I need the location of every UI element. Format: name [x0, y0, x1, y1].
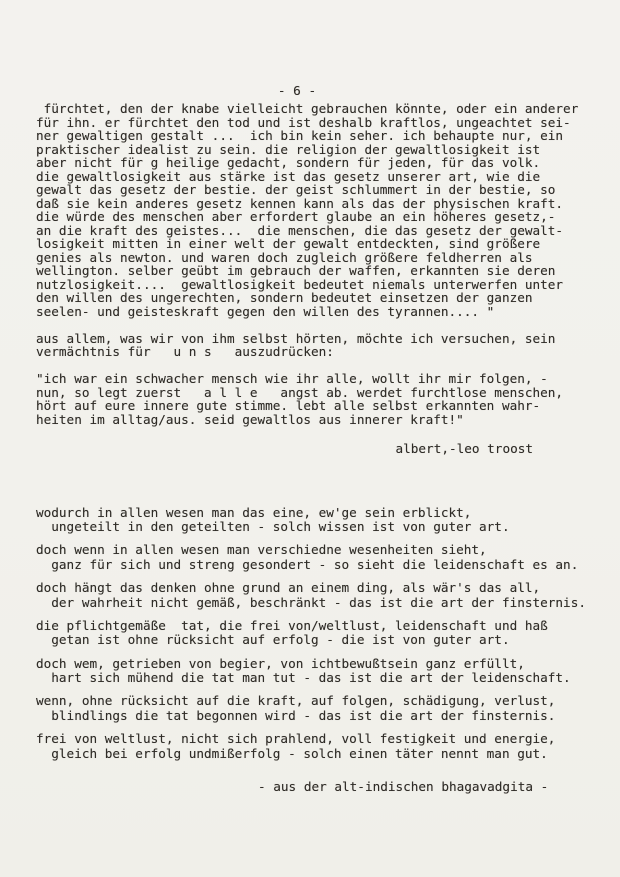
poem-line: die pflichtgemäße tat, die frei von/weltlust, leidenschaft und haß — [36, 617, 548, 633]
poem-line: ungeteilt in den geteilten - solch wissen ist von guter art. — [36, 519, 510, 535]
poem-line: frei von weltlust, nicht sich prahlend, voll festigkeit und energie, — [36, 731, 556, 747]
testament-quote-paragraph — [36, 372, 596, 426]
poem-line: blindlings die tat begonnen wird - das ist die art der finsternis. — [36, 708, 556, 723]
page-number: - 6 - — [277, 83, 317, 98]
page-content — [36, 102, 596, 794]
text-line: praktischer idealist zu sein. die religion der gewaltlosigkeit ist — [36, 141, 541, 157]
text-line: die würde des menschen aber erfordert glaube an ein höheres gesetz,- — [36, 209, 556, 224]
poem-line: der wahrheit nicht gemäß, beschränkt - das ist die art der finsternis. — [36, 594, 586, 610]
text-line: daß sie kein anderes gesetz kennen kann als das der physischen kraft. — [36, 195, 564, 211]
text-line: seelen- und geisteskraft gegen den willen des tyrannen.... " — [36, 303, 495, 319]
poem-section — [36, 506, 596, 795]
poem-stanza — [36, 543, 596, 572]
text-line: fürchtet, den der knabe vielleicht gebrauchen könnte, oder ein anderer — [36, 101, 579, 116]
text-line: den willen des ungerechten, sondern bedeutet einsetzen der ganzen — [36, 290, 533, 305]
poem-line: doch wenn in allen wesen man verschiedne wesenheiten sieht, — [36, 542, 487, 558]
poem-line: ganz für sich und streng gesondert - so sieht die leidenschaft es an. — [36, 556, 579, 572]
poem-line: hart sich mühend die tat man tut - das ist die art der leidenschaft. — [36, 670, 571, 686]
poem-stanza — [36, 732, 596, 761]
quote-paragraph — [36, 102, 596, 318]
intro-paragraph — [36, 332, 596, 359]
text-line: die gewaltlosigkeit aus stärke ist das gesetz unserer art, wie die — [36, 168, 541, 184]
poem-stanza — [36, 694, 596, 723]
poem-line: doch hängt das denken ohne grund an einem ding, als wär's das all, — [36, 580, 541, 596]
poem-attribution: - aus der alt-indischen bhagavadgita - — [258, 779, 549, 795]
text-line: losigkeit mitten in einer welt der gewalt entdeckten, sind größere — [36, 236, 541, 251]
text-line: an die kraft des geistes... die menschen, die das gesetz der gewalt- — [36, 222, 564, 238]
text-line: aber nicht für g heilige gedacht, sondern für jeden, für das volk. — [36, 155, 541, 170]
poem-line: wodurch in allen wesen man das eine, ew'ge sein erblickt, — [36, 504, 472, 520]
poem-stanza — [36, 657, 596, 686]
text-line: wellington. selber geübt im gebrauch der waffen, erkannten sie deren — [36, 263, 556, 278]
poem-stanza — [36, 506, 596, 535]
text-line: gewalt das gesetz der bestie. der geist schlummert in der bestie, so — [36, 182, 556, 197]
text-line: ner gewaltigen gestalt ... ich bin kein seher. ich behaupte nur, ein — [36, 128, 564, 143]
text-line: nutzlosigkeit.... gewaltlosigkeit bedeutet niemals unterwerfen unter — [36, 276, 564, 292]
poem-line: gleich bei erfolg undmißerfolg - solch einen täter nennt man gut. — [36, 745, 548, 761]
poem-line: wenn, ohne rücksicht auf die kraft, auf folgen, schädigung, verlust, — [36, 693, 556, 709]
text-line: hört auf eure innere gute stimme. lebt alle selbst erkannten wahr- — [36, 398, 541, 413]
text-line: vermächtnis für u n s auszudrücken: — [36, 344, 334, 359]
poem-stanza — [36, 581, 596, 610]
text-line: nun, so legt zuerst a l l e angst ab. werdet furchtlose menschen, — [36, 384, 564, 400]
poem-line: doch wem, getrieben von begier, von ichtbewußtsein ganz erfüllt, — [36, 655, 525, 671]
text-line: aus allem, was wir von ihm selbst hörten, möchte ich versuchen, sein — [36, 330, 556, 346]
text-line: genies als newton. und waren doch zugleich größere feldherren als — [36, 249, 533, 265]
text-line: für ihn. er fürchtet den tod und ist deshalb kraftlos, ungeachtet sei- — [36, 114, 571, 130]
text-line: "ich war ein schwacher mensch wie ihr alle, wollt ihr mir folgen, - — [36, 371, 548, 386]
text-line: heiten im alltag/aus. seid gewaltlos aus innerer kraft!" — [36, 411, 464, 427]
signature-line: albert,-leo troost — [395, 441, 533, 456]
poem-line: getan ist ohne rücksicht auf erfolg - die ist von guter art. — [36, 632, 510, 648]
poem-stanza — [36, 619, 596, 648]
